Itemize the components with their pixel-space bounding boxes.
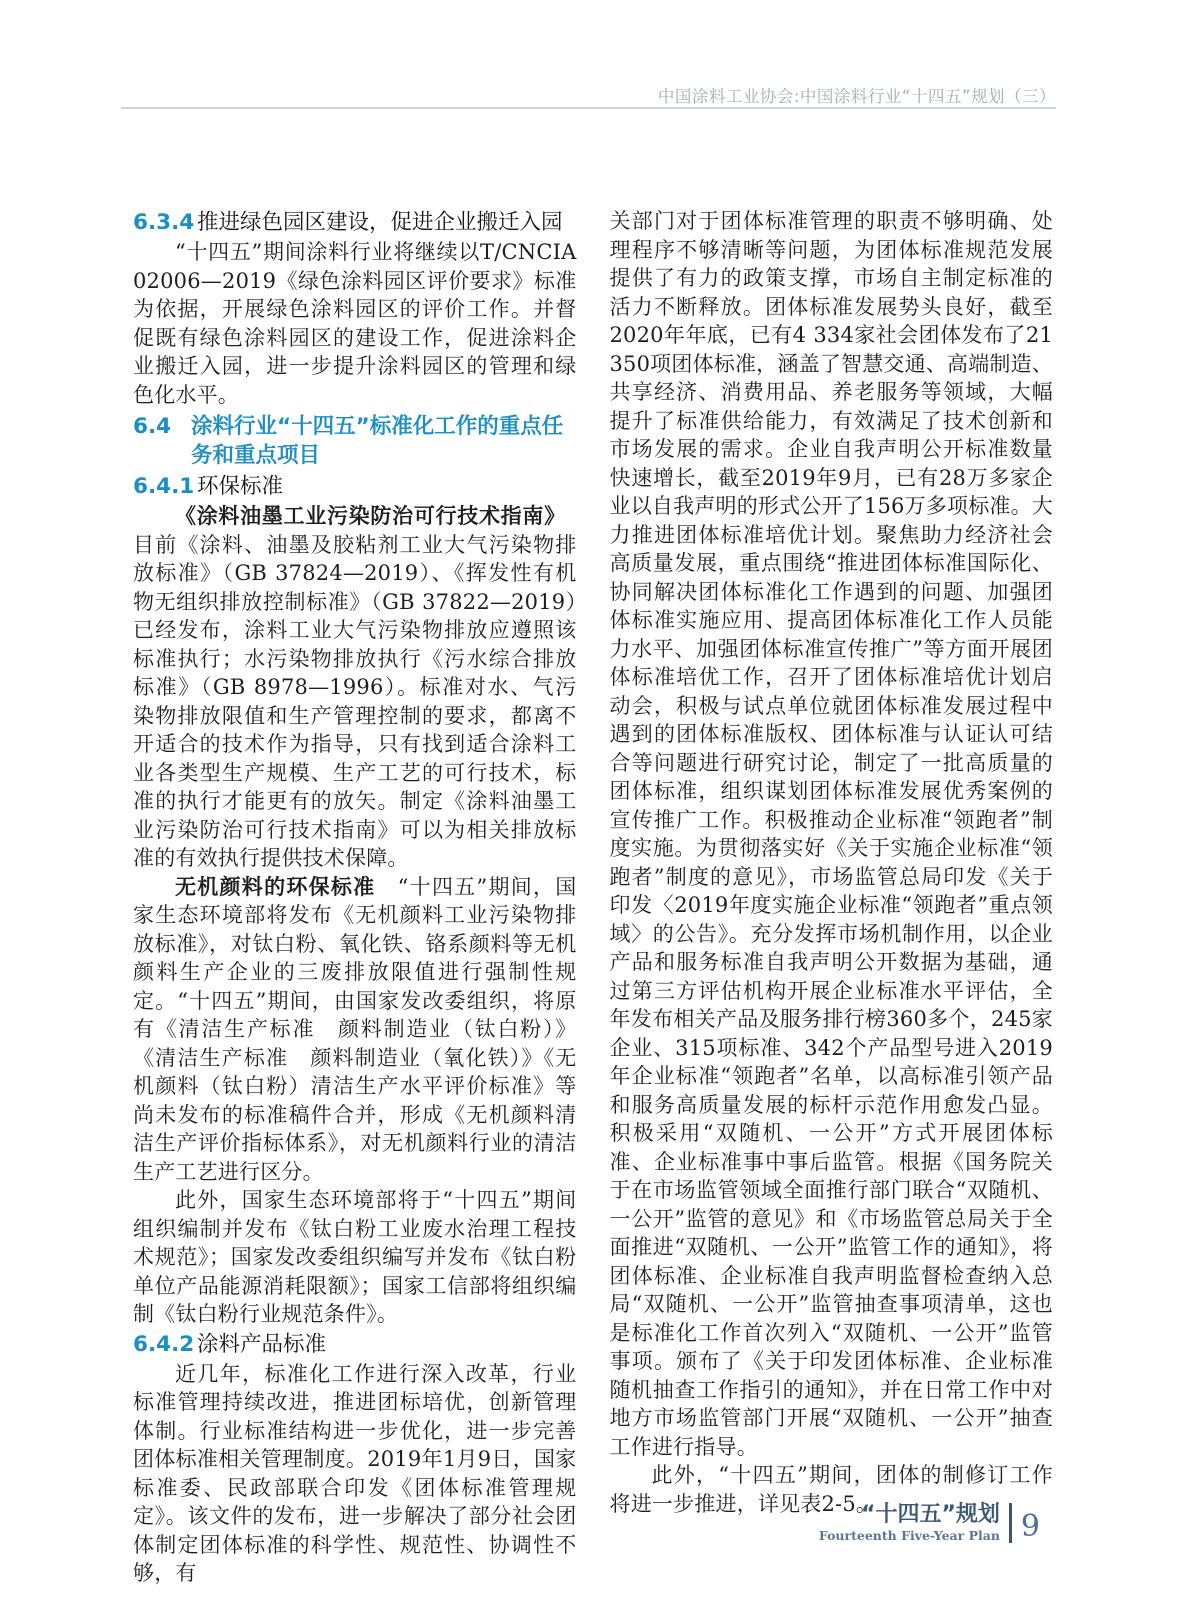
paragraph [133,873,577,1187]
section-number: 6.4.1 [133,474,195,499]
header-running-title: 中国涂料工业协会:中国涂料行业“十四五”规划（三） [657,87,1056,106]
page-footer [819,1503,1040,1543]
header-rule [121,107,1056,109]
footer-titles [819,1503,1009,1543]
section-heading-6.3.4 [133,208,577,237]
paragraph [133,502,577,873]
paragraph [133,1360,577,1588]
section-number: 6.4.2 [133,1331,195,1357]
section-title: 环保标准 [197,474,284,499]
paragraph [133,1186,577,1329]
section-heading-6.4 [133,412,577,470]
text-run: 近几年，标准化工作进行深入改革，行业标准管理持续改进，推进团标培优，创新管理体制。行业标准结构进一步优化，进一步完善团体标准相关管理制度。2019年1月9日，国家标准委、民政部联合印发《团体标准管理规定》。该文件的发布，进一步解决了部分社会团体制定团体标准的科学性、规范性、协调性不够，有 [133,1361,577,1585]
paragraph [133,238,577,409]
right-column [610,207,1054,1518]
text-run: 此外，国家生态环境部将于“十四五”期间组织编制并发布《钛白粉工业废水治理工程技术规范》；国家发改委组织编写并发布《钛白粉单位产品能源消耗限额》；国家工信部将组织编制《钛白粉行业规范条件》。 [133,1188,577,1326]
footer-page-number: 9 [1020,1509,1040,1544]
section-title: 推进绿色园区建设，促进企业搬迁入园 [197,210,563,235]
bold-run: 无机颜料的环保标准 [175,874,376,899]
text-run: 此外，“十四五”期间，团体的制修订工作将进一步推进，详见表2-5。 [609,1463,1053,1516]
section-heading-6.4.2 [133,1330,577,1359]
footer-series-title-en: Fourteenth Five-Year Plan [818,1528,1000,1543]
left-column [133,207,577,1588]
paragraph [610,207,1054,1461]
text-run: “十四五”期间，国家生态环境部将发布《无机颜料工业污染物排放标准》，对钛白粉、氧化铁、铬系颜料等无机颜料生产企业的三废排放限值进行强制性规定。“十四五”期间，由国家发改委组织，将原有《清洁生产标准 颜料制造业（钛白粉）》《清洁生产标准 颜料制造业（氧化铁）》《无机颜料（钛白粉）清洁生产水平评价标准》等尚未发布的标准稿件合并，形成《无机颜料清洁生产评价指标体系》，对无机颜料行业的清洁生产工艺进行区分。 [133,874,577,1184]
content [133,207,1053,1588]
footer-series-title-cn: “十四五”规划 [860,1501,1000,1527]
text-run: 目前《涂料、油墨及胶粘剂工业大气污染物排放标准》（GB 37824—2019）、《挥发性有机物无组织排放控制标准》（GB 37822—2019）已经发布，涂料工业大气污染物排放应遵照该标准执行；水污染物排放执行《污水综合排放标准》（GB 8978—1996）。标准对水、气污染物排放限值和生产管理控制的要求，都离不开适合的技术作为指导，只有找到适合涂料工业各类型生产规模、生产工艺的可行技术，标准的执行才能更有的放矢。制定《涂料油墨工业污染防治可行技术指南》可以为相关排放标准的有效执行提供技术保障。 [133,504,577,870]
bold-run: 《涂料油墨工业污染防治可行技术指南》 [175,504,556,528]
section-title: 涂料行业“十四五”标准化工作的重点任务和重点项目 [191,414,564,468]
text-run: 关部门对于团体标准管理的职责不够明确、处理程序不够清晰等问题，为团体标准规范发展提供了有力的政策支撑，市场自主制定标准的活力不断释放。团体标准发展势头良好，截至2020年年底，已有4 334家社会团体发布了21 350项团体标准，涵盖了智慧交通、高端制造、共享经济、消费用品、养老服务等领域，大幅提升了标准供给能力，有效满足了技术创新和市场发展的需求。企业自我声明公开标准数量快速增长，截至2019年9月，已有28万多家企业以自我声明的形式公开了156万多项标准。大力推进团体标准培优计划。聚焦助力经济社会高质量发展，重点围绕“推进团体标准国际化、协同解决团体标准化工作遇到的问题、加强团体标准实施应用、提高团体标准化工作人员能力水平、加强团体标准宣传推广”等方面开展团体标准培优工作，召开了团体标准培优计划启动会，积极与试点单位就团体标准发展过程中遇到的团体标准版权、团体标准与认证认可结合等问题进行研究讨论，制定了一批高质量的团体标准，组织谋划团体标准发展优秀案例的宣传推广工作。积极推动企业标准“领跑者”制度实施。为贯彻落实好《关于实施企业标准“领跑者”制度的意见》，市场监管总局印发《关于印发〈2019年度实施企业标准“领跑者”重点领域〉的公告》。充分发挥市场机制作用，以企业产品和服务标准自我声明公开数据为基础，通过第三方评估机构开展企业标准水平评估，全年发布相关产品及服务排行榜360多个，245家企业、315项标准、342个产品型号进入2019年企业标准“领跑者”名单，以高标准引领产品和服务高质量发展的标杆示范作用愈发凸显。积极采用“双随机、一公开”方式开展团体标准、企业标准事中事后监管。根据《国务院关于在市场监管领域全面推行部门联合“双随机、一公开”监管的意见》和《市场监管总局关于全面推进“双随机、一公开”监管工作的通知》，将团体标准、企业标准自我声明监督检查纳入总局“双随机、一公开”监管抽查事项清单，这也是标准化工作首次列入“双随机、一公开”监管事项。颁布了《关于印发团体标准、企业标准随机抽查工作指引的通知》，并在日常工作中对地方市场监管部门开展“双随机、一公开”抽查工作进行指导。 [609,209,1053,1459]
section-number: 6.4 [133,414,172,439]
section-title: 涂料产品标准 [197,1331,327,1357]
text-run: “十四五”期间涂料行业将继续以T/CNCIA 02006—2019《绿色涂料园区评价要求》标准为依据，开展绿色涂料园区的评价工作。并督促既有绿色涂料园区的建设工作，促进涂料企业搬迁入园，进一步提升涂料园区的管理和绿色化水平。 [133,240,577,407]
section-number: 6.3.4 [133,210,195,235]
section-heading-6.4.1 [133,472,577,501]
